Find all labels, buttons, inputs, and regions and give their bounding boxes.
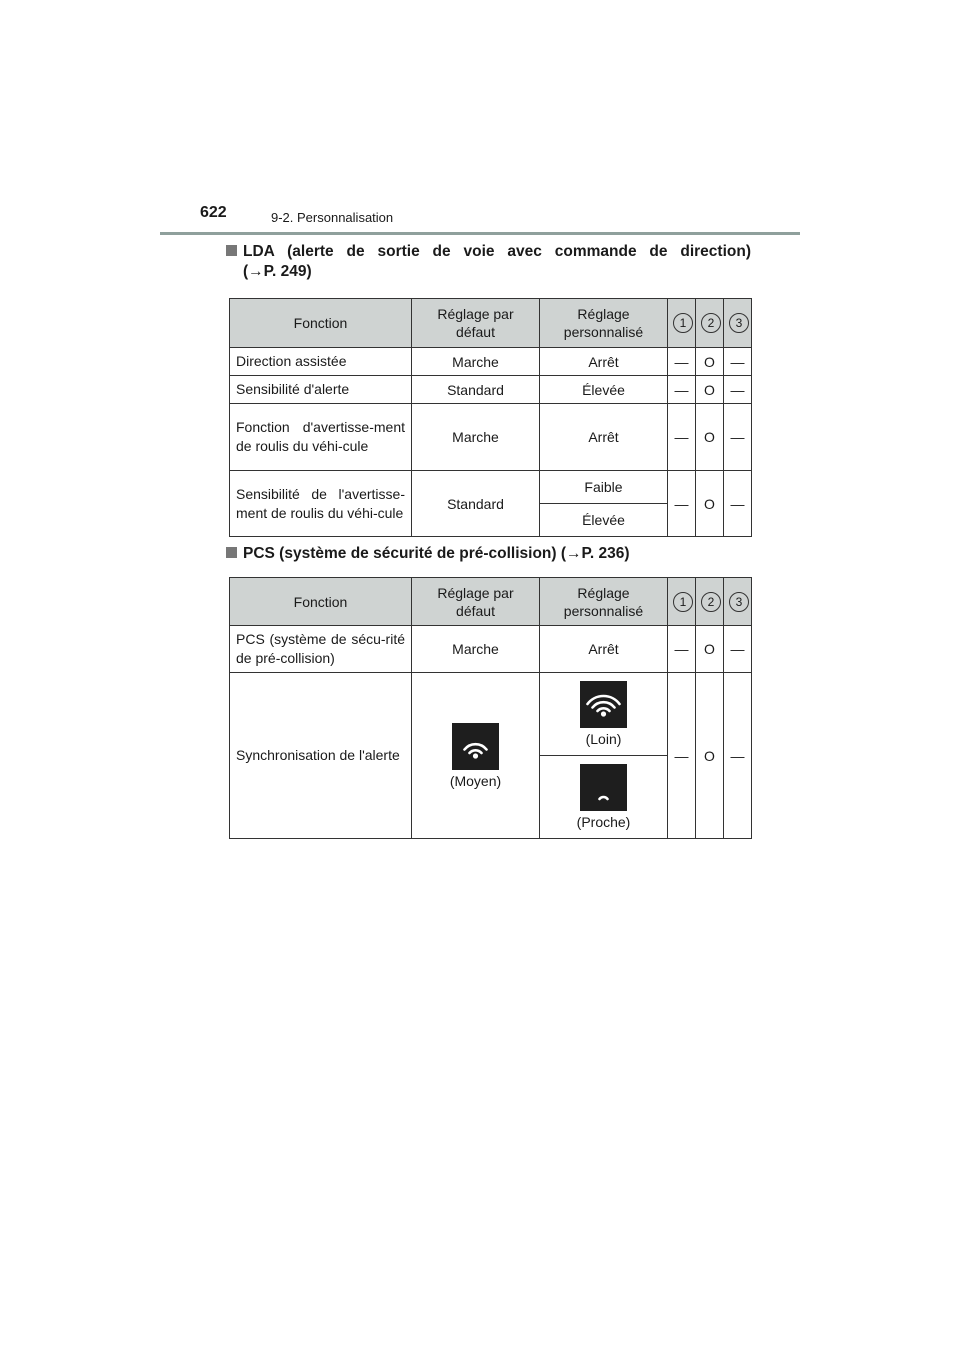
cell-fonction: Direction assistée xyxy=(230,348,412,376)
signal-medium-icon xyxy=(452,723,499,770)
table-row xyxy=(230,376,752,404)
table-row xyxy=(230,404,752,471)
cell-fonction: Sensibilité de l'avertisse-ment de roulis du véhi-cule xyxy=(230,471,412,537)
pcs-heading xyxy=(226,542,751,565)
cell-mark-1: — xyxy=(668,626,696,673)
circled-number: 1 xyxy=(673,592,693,612)
cell-mark-1: — xyxy=(668,348,696,376)
column-header-fonction: Fonction xyxy=(230,299,412,348)
cell-custom: Élevée xyxy=(540,376,668,404)
icon-caption: (Proche) xyxy=(576,814,631,830)
section-title: 9-2. Personnalisation xyxy=(271,210,394,225)
column-header-fonction: Fonction xyxy=(230,578,412,626)
lda-settings-table xyxy=(229,298,752,537)
cell-mark-3: — xyxy=(724,673,752,839)
circled-number: 3 xyxy=(729,313,749,333)
cell-default: Standard xyxy=(412,376,540,404)
column-header-1 xyxy=(668,578,696,626)
cell-mark-2: O xyxy=(696,626,724,673)
lda-heading xyxy=(226,240,751,263)
lda-heading-text: LDA (alerte de sortie de voie avec commande de direction) xyxy=(243,243,751,260)
cell-default: Marche xyxy=(412,626,540,673)
cell-mark-3: — xyxy=(724,471,752,537)
cell-mark-2: O xyxy=(696,376,724,404)
cell-mark-1: — xyxy=(668,471,696,537)
icon-caption: (Loin) xyxy=(585,731,622,747)
cell-mark-2: O xyxy=(696,673,724,839)
pcs-settings-table xyxy=(229,577,752,839)
column-header-3 xyxy=(724,299,752,348)
cell-default xyxy=(412,673,540,839)
column-header-custom: Réglage personnalisé xyxy=(540,299,668,348)
column-header-2 xyxy=(696,578,724,626)
icon-caption: (Moyen) xyxy=(449,772,502,789)
signal-near-icon xyxy=(580,764,627,811)
bullet-square-icon xyxy=(226,547,237,558)
circled-number: 1 xyxy=(673,313,693,333)
cell-mark-2: O xyxy=(696,471,724,537)
cell-mark-3: — xyxy=(724,404,752,471)
cell-custom: Arrêt xyxy=(540,626,668,673)
cell-mark-1: — xyxy=(668,376,696,404)
signal-far-icon xyxy=(580,681,627,728)
cell-custom: Arrêt xyxy=(540,404,668,471)
table-row xyxy=(230,348,752,376)
circled-number: 2 xyxy=(701,592,721,612)
column-header-default: Réglage par défaut xyxy=(412,299,540,348)
cell-default: Marche xyxy=(412,348,540,376)
circled-number: 2 xyxy=(701,313,721,333)
page-header xyxy=(0,0,960,240)
bullet-square-icon xyxy=(226,245,237,256)
cell-fonction: PCS (système de sécu-rité de pré-collision) xyxy=(230,626,412,673)
column-header-3 xyxy=(724,578,752,626)
cell-custom-option xyxy=(540,756,668,839)
column-header-2 xyxy=(696,299,724,348)
cell-custom: Arrêt xyxy=(540,348,668,376)
cell-mark-2: O xyxy=(696,404,724,471)
header-divider xyxy=(160,232,800,235)
table-header-row xyxy=(230,578,752,626)
cell-fonction: Sensibilité d'alerte xyxy=(230,376,412,404)
cell-mark-3: — xyxy=(724,626,752,673)
cell-mark-1: — xyxy=(668,673,696,839)
cell-mark-1: — xyxy=(668,404,696,471)
cell-mark-3: — xyxy=(724,376,752,404)
table-row xyxy=(230,471,752,504)
cell-mark-2: O xyxy=(696,348,724,376)
column-header-custom: Réglage personnalisé xyxy=(540,578,668,626)
table-header-row xyxy=(230,299,752,348)
cell-fonction: Fonction d'avertisse-ment de roulis du véhi-cule xyxy=(230,404,412,471)
cell-custom-option: Faible xyxy=(540,471,668,504)
page-number: 622 xyxy=(200,204,227,221)
cell-mark-3: — xyxy=(724,348,752,376)
table-row xyxy=(230,626,752,673)
pcs-heading-text: PCS (système de sécurité de pré-collision) (→P. 236) xyxy=(243,545,630,562)
column-header-default: Réglage par défaut xyxy=(412,578,540,626)
cell-fonction: Synchronisation de l'alerte xyxy=(230,673,412,839)
cell-custom-option: Élevée xyxy=(540,504,668,537)
cell-default: Marche xyxy=(412,404,540,471)
cell-custom-option xyxy=(540,673,668,756)
circled-number: 3 xyxy=(729,592,749,612)
cell-default: Standard xyxy=(412,471,540,537)
lda-page-reference: (→P. 249) xyxy=(243,263,312,280)
table-row xyxy=(230,673,752,756)
column-header-1 xyxy=(668,299,696,348)
